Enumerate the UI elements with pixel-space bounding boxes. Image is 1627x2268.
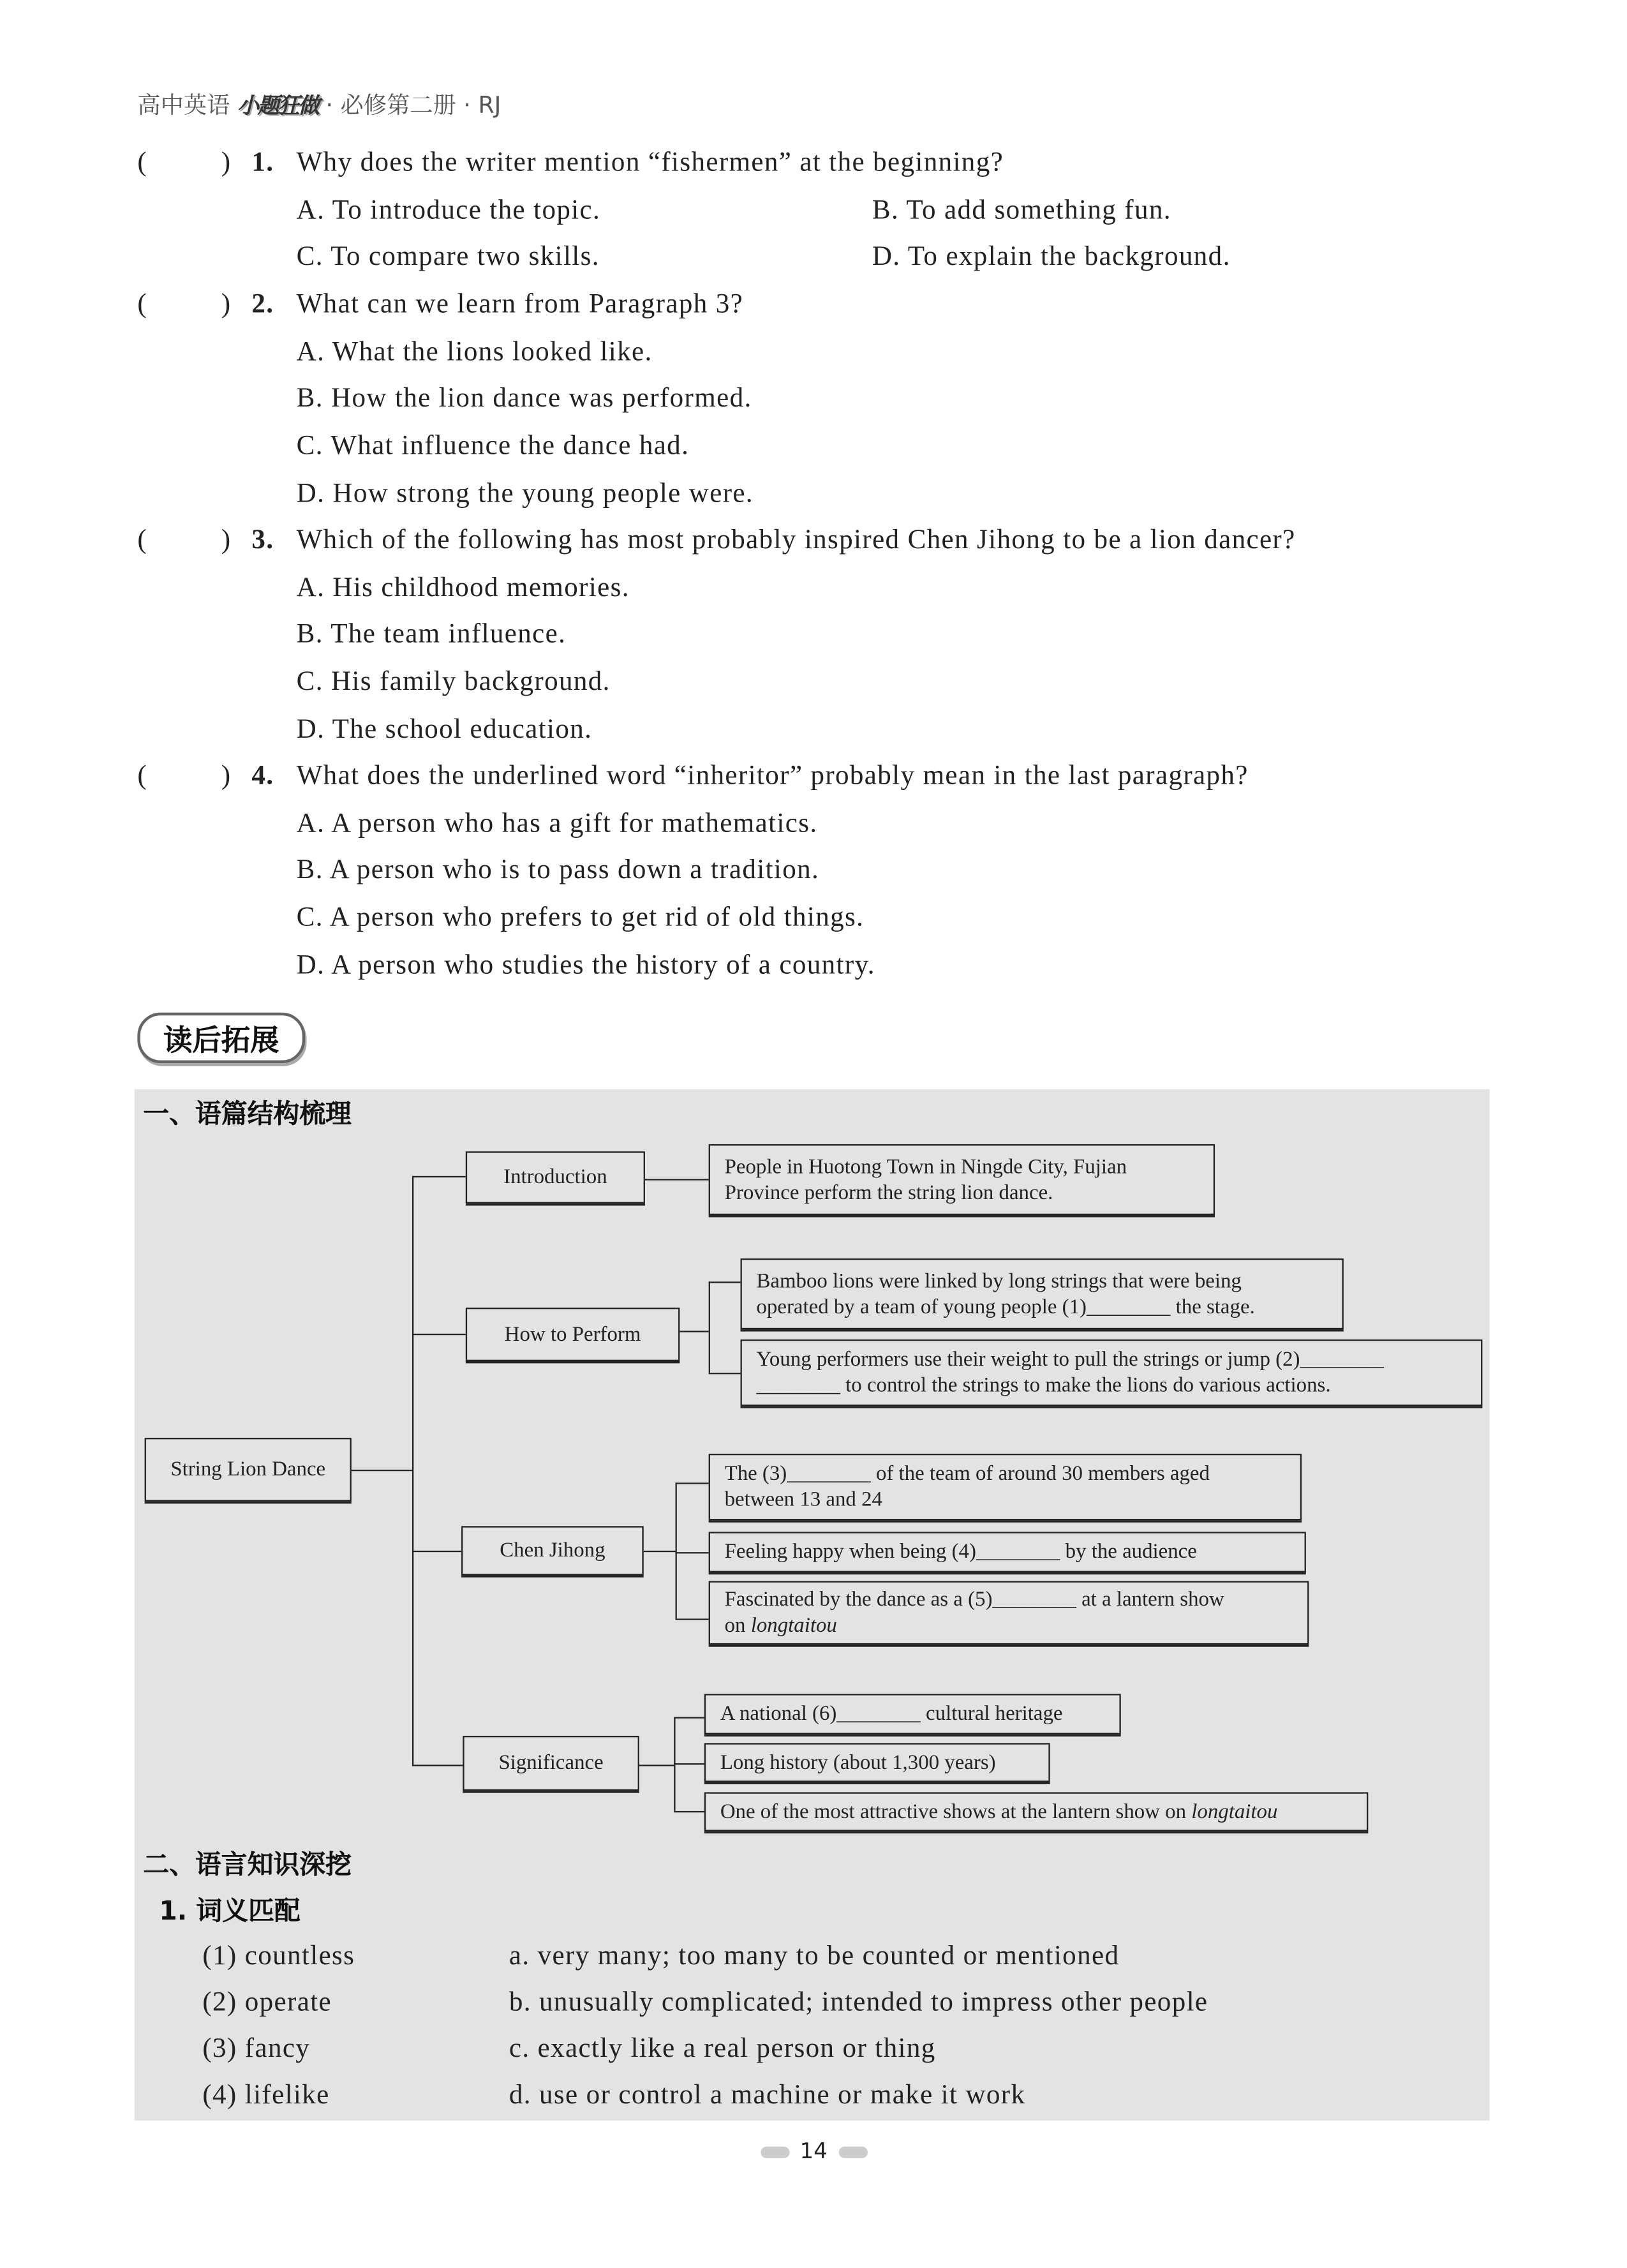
connector — [674, 1763, 704, 1765]
header-subject: 高中英语 — [137, 91, 230, 119]
series-logo: 小题狂做 — [237, 93, 318, 119]
question-text: Which of the following has most probably inspired Chen Jihong to be a lion dancer? — [296, 525, 1296, 556]
perform-detail-2 — [741, 1339, 1483, 1406]
answer-paren-open: ( — [137, 761, 148, 791]
connector — [645, 1179, 709, 1181]
node-label: Chen Jihong — [500, 1539, 605, 1563]
detail-line: Fascinated by the dance as a (5)________ at a lantern show — [724, 1588, 1224, 1612]
answer-paren-open: ( — [137, 289, 148, 320]
page-number-decoration — [839, 2147, 868, 2158]
option[interactable]: D. A person who studies the history of a country. — [296, 950, 875, 981]
italic-term: longtaitou — [750, 1614, 837, 1638]
connector — [680, 1331, 708, 1332]
connector — [676, 1552, 709, 1554]
detail-line: Bamboo lions were linked by long strings that were being — [756, 1269, 1242, 1293]
question-number: 1. — [251, 147, 274, 178]
detail-line: Long history (about 1,300 years) — [720, 1750, 996, 1775]
detail-line: Feeling happy when being (4)________ by the audience — [724, 1541, 1197, 1564]
answer-paren-close: ) — [221, 289, 232, 320]
match-word: (4) lifelike — [202, 2080, 330, 2111]
node-label: How to Perform — [504, 1322, 641, 1347]
connector — [676, 1618, 709, 1620]
detail-line: Young performers use their weight to pull the strings or jump (2)________ — [756, 1348, 1384, 1371]
connector — [412, 1176, 414, 1765]
node-label: Significance — [498, 1751, 604, 1775]
perform-detail-1 — [741, 1258, 1344, 1329]
connector — [412, 1176, 466, 1178]
connector — [412, 1764, 463, 1766]
detail-line: ________ to control the strings to make the lions do various actions. — [756, 1374, 1331, 1398]
question-text: What can we learn from Paragraph 3? — [296, 289, 744, 320]
connector — [412, 1334, 466, 1336]
answer-paren-open: ( — [137, 525, 148, 556]
answer-paren-close: ) — [221, 761, 232, 791]
header-book: · 必修第二册 · RJ — [325, 91, 501, 119]
connector — [352, 1470, 412, 1472]
connector — [639, 1764, 674, 1766]
node-chen-jihong — [461, 1526, 644, 1575]
option[interactable]: A. To introduce the topic. — [296, 195, 601, 225]
sig-detail-3 — [704, 1792, 1368, 1831]
match-word: (1) countless — [202, 1941, 355, 1972]
match-word: (3) fancy — [202, 2033, 311, 2064]
question-number: 3. — [251, 525, 274, 556]
detail-line: A national (6)________ cultural heritage — [720, 1702, 1063, 1726]
detail-line: People in Huotong Town in Ningde City, Fujian — [724, 1154, 1127, 1179]
question-number: 4. — [251, 761, 274, 791]
connector — [644, 1551, 676, 1553]
node-how-to-perform — [466, 1308, 680, 1361]
root-node — [145, 1438, 352, 1502]
match-definition: d. use or control a machine or make it work — [509, 2080, 1026, 2111]
option[interactable]: A. What the lions looked like. — [296, 336, 653, 368]
option[interactable]: A. His childhood memories. — [296, 572, 630, 603]
option[interactable]: B. The team influence. — [296, 620, 567, 650]
detail-line: operated by a team of young people (1)________ the stage. — [756, 1295, 1255, 1319]
answer-paren-close: ) — [221, 147, 232, 178]
text: on — [724, 1614, 751, 1638]
node-introduction — [466, 1151, 645, 1204]
option[interactable]: D. How strong the young people were. — [296, 478, 754, 509]
option[interactable]: C. What influence the dance had. — [296, 431, 690, 462]
connector — [709, 1281, 741, 1283]
connector — [709, 1373, 741, 1375]
question-number: 2. — [251, 289, 274, 320]
detail-line: Province perform the string lion dance. — [724, 1181, 1053, 1205]
part2-title: 二、语言知识深挖 — [143, 1850, 352, 1881]
connector — [676, 1482, 678, 1618]
connector — [674, 1717, 704, 1719]
connector — [674, 1811, 704, 1813]
intro-detail — [709, 1144, 1215, 1215]
option[interactable]: D. To explain the background. — [872, 242, 1231, 273]
match-definition: c. exactly like a real person or thing — [509, 2033, 936, 2064]
answer-paren-close: ) — [221, 525, 232, 556]
detail-line — [720, 1799, 1353, 1825]
answer-paren-open: ( — [137, 147, 148, 178]
option[interactable]: D. The school education. — [296, 714, 593, 745]
option[interactable]: A. A person who has a gift for mathematics. — [296, 808, 818, 839]
option[interactable]: B. How the lion dance was performed. — [296, 384, 752, 415]
connector — [676, 1482, 709, 1484]
connector — [412, 1551, 461, 1553]
part1-title: 一、语篇结构梳理 — [143, 1099, 352, 1130]
connector — [709, 1281, 711, 1373]
option[interactable]: B. To add something fun. — [872, 195, 1171, 225]
option[interactable]: C. To compare two skills. — [296, 242, 600, 273]
option[interactable]: B. A person who is to pass down a tradition. — [296, 855, 820, 886]
detail-line: The (3)________ of the team of around 30 members aged — [724, 1462, 1210, 1486]
sig-detail-1 — [704, 1694, 1121, 1734]
section-title: 读后拓展 — [137, 1013, 305, 1063]
option[interactable]: C. A person who prefers to get rid of old things. — [296, 902, 865, 934]
detail-line — [725, 1613, 1293, 1639]
chen-detail-3 — [709, 1581, 1309, 1645]
node-significance — [463, 1736, 639, 1791]
match-word: (2) operate — [202, 1987, 332, 2018]
question-text: What does the underlined word “inheritor” probably mean in the last paragraph? — [296, 761, 1249, 791]
part2-subtitle: 1. 词义匹配 — [159, 1896, 301, 1927]
sig-detail-2 — [704, 1743, 1050, 1782]
question-text: Why does the writer mention “fishermen” at the beginning? — [296, 147, 1004, 178]
italic-term: longtaitou — [1191, 1800, 1278, 1824]
match-definition: b. unusually complicated; intended to impress other people — [509, 1987, 1208, 2018]
page-header — [137, 87, 501, 120]
node-label: String Lion Dance — [170, 1458, 326, 1482]
text: One of the most attractive shows at the lantern show on — [720, 1800, 1192, 1824]
chen-detail-2 — [709, 1532, 1306, 1572]
page-number: 14 — [799, 2138, 828, 2164]
option[interactable]: C. His family background. — [296, 667, 611, 698]
match-definition: a. very many; too many to be counted or mentioned — [509, 1941, 1120, 1972]
chen-detail-1 — [709, 1454, 1302, 1520]
node-label: Introduction — [503, 1165, 607, 1190]
detail-line: between 13 and 24 — [724, 1488, 882, 1512]
page-number-decoration — [761, 2147, 789, 2158]
